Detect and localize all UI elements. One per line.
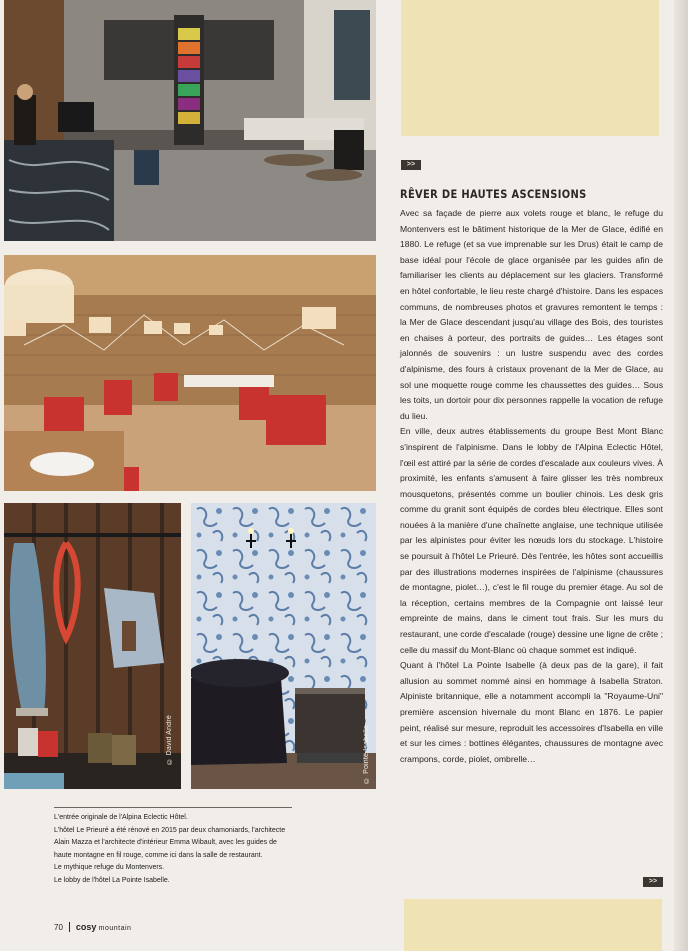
yellow-block-top [401,0,659,136]
wallpaper-photo [191,503,376,789]
article-body [400,206,663,767]
brand-sub: mountain [98,925,132,932]
article-paragraph: Avec sa façade de pierre aux volets rouge et blanc, le refuge du Montenvers est le bâtiment historique de la Mer de Glace, édifié en 1880. Le refuge (et sa vue imprenable sur les Drus) était le camp de base idéal pour l'école de glace organisée par les guides afin de familiariser les clients au déplacement sur les glaciers. Transformé en hôtel confortable, le lieu reste chargé d'histoire. Dans les espaces communs, de nombreuses photos et gravures remontent le temps : la Mer de Glace descendant jusqu'au village des Bois, des touristes en chaises à porteur, des portraits de guides… Les étages sont jalonnés de souvenirs : un lustre suspendu avec des cordes d'alpinisme, des fours à cristaux provenant de la Mer de Glace, au sol une moquette rouge comme les chaussettes des guides… Sous les toits, un dortoir pour dix personnes rappelle la vocation de refuge du lieu. [400,208,663,421]
caption-line: Le mythique refuge du Montenvers. [54,864,165,871]
magazine-brand [76,922,132,932]
caption-line: L'hôtel Le Prieuré a été rénové en 2015 par deux chamoniards, l'architecte [54,826,286,834]
continue-marker: >> [643,877,663,887]
footer-separator [69,922,70,932]
page-gutter [674,0,688,951]
gear-photo [4,503,181,789]
page-footer [54,922,131,932]
caption-line: Alain Mazza et l'architecte d'intérieur Emma Wibault, avec les guides de [54,839,277,846]
article-paragraph: Quant à l'hôtel La Pointe Isabelle (à deux pas de la gare), il fait allusion au sommet nommé ainsi en hommage à Isabella Straton. Alpiniste britannique, elle a notamment accompli la "Royaume-Uni" première ascension hivernale du mont Blanc en 1876. Le papier peint, réalisé sur mesure, reproduit les accessoires d'Isabella en ville et sur les cimes : bottines élégantes, chaussures de montagne avec crampons, corde, piolet, ombrelle… [400,660,663,764]
caption-divider [54,807,292,808]
photo-credit: © David André [166,715,173,765]
continue-marker: >> [401,160,421,170]
brand-main: cosy [75,922,97,932]
page-number: 70 [54,922,63,932]
restaurant-photo [4,255,376,491]
article-paragraph: En ville, deux autres établissements du groupe Best Mont Blanc s'inspirent de l'alpinisme. Dans le lobby de l'Alpina Eclectic Hôtel, l'œil est attiré par la série de cordes d'escalade aux couleurs vives. À proximité, les enfants s'amusent à faire glisser les très nombreux mousquetons, présentés comme un boulier chinois. Les desk gris comme du granit sont équipés de cordes bleu électrique. Elles sont nouées à la manière d'une chaînette anglaise, une technique utilisée par les alpinistes pour éviter les nœuds lors du stockage. L'histoire se poursuit à l'hôtel Le Prieuré. Dès l'entrée, les hôtes sont accueillis par des illustrations modernes inspirées de l'alpinisme (chaussures de montagne, piolet…), c'est le fil rouge du premier étage. Au sol de la réception, certains membres de la Compagnie ont laissé leur empreinte de mains, dans le ciment tout frais. Sur les murs du restaurant, une corde d'escalade (rouge) dessine une ligne de crête ; celle du massif du Mont-Blanc où chaque sommet est indiqué. [400,426,663,655]
yellow-block-bottom [404,899,662,951]
lobby-photo [4,0,376,241]
caption-line: L'entrée originale de l'Alpina Eclectic Hôtel. [54,814,188,821]
caption-line: Le lobby de l'hôtel La Pointe Isabelle. [54,876,170,884]
article-title: RÊVER DE HAUTES ASCENSIONS [400,187,587,201]
photo-credit: © Pointe Isabelle [363,725,370,784]
caption-line: haute montagne en fil rouge, comme ici dans la salle de restaurant. [54,851,263,859]
caption-block [54,812,374,887]
